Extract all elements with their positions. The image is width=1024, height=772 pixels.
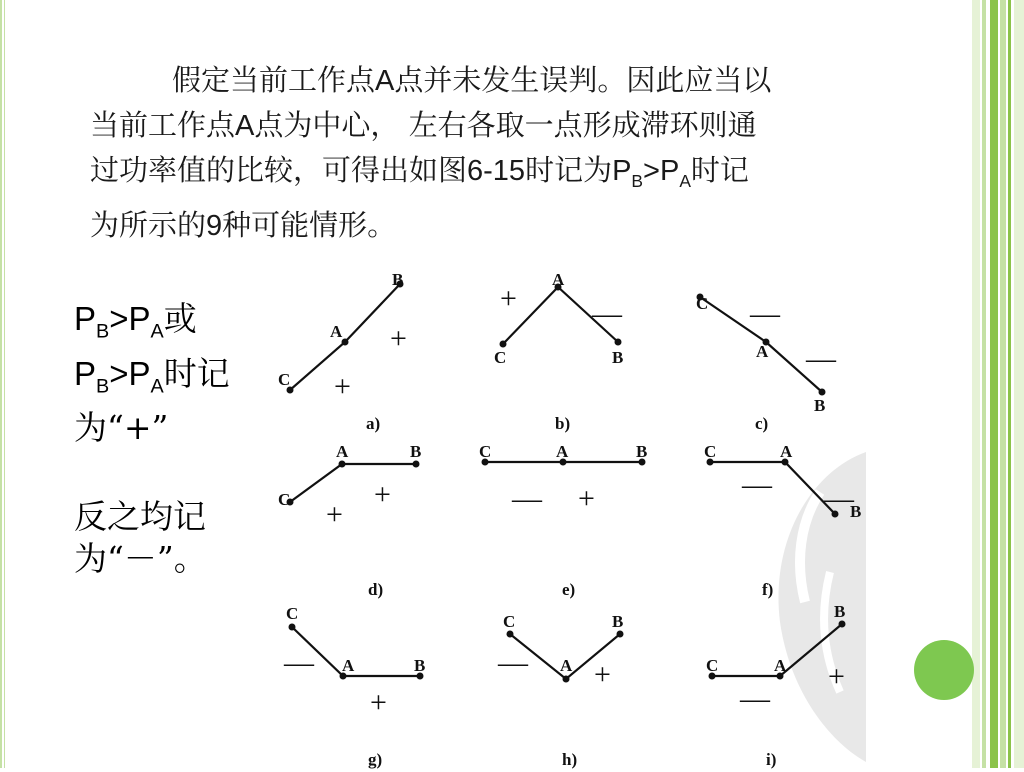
para-text: > [643,155,660,187]
note-text: P [128,354,151,392]
para-text: A [375,65,395,97]
para-text: 点并未发生误判。因此应当以 [394,63,772,97]
node-label: B [636,442,648,461]
para-text: 过功率值的比较，可得出如图 [90,153,468,187]
note-subscript: B [96,320,110,343]
operating-point-dot [342,339,349,346]
node-label: C [696,294,709,313]
left-border-line-inner [4,0,5,768]
figure-panel [670,442,860,612]
panel-caption: f) [762,580,774,599]
panel-diagram [470,602,660,772]
sign-label: — [806,342,836,375]
node-label: A [336,442,349,461]
node-label: B [612,612,624,631]
panel-diagram [270,262,460,432]
right-decorative-stripes [972,0,1024,768]
sign-label: + [390,322,407,355]
panel-caption: b) [555,414,571,433]
panel-caption: g) [368,750,383,769]
sign-label: + [594,658,611,691]
node-label: A [774,656,787,675]
sign-label: + [326,498,343,531]
curve-segment [290,464,416,502]
sign-label: — [498,646,528,679]
figure-panel [270,442,460,612]
note-text: > [109,300,129,337]
node-label: C [704,442,717,461]
sign-label: + [374,478,391,511]
para-text: 为所示的 [90,207,207,242]
note-subscript: B [96,375,110,398]
node-label: A [756,342,769,361]
panel-caption: i) [766,750,777,769]
note-minus [74,496,274,580]
note-text: P [74,354,97,392]
node-label: C [503,612,516,631]
operating-point-dot [563,676,570,683]
para-text: A [235,110,255,142]
note-text: 反之均记 [74,497,206,536]
para-text: 9 [206,209,223,242]
node-label: C [278,490,291,509]
node-label: A [552,270,565,289]
sign-label: — [742,468,772,501]
node-label: C [278,370,291,389]
para-text: 当前工作点 [90,108,236,142]
panel-caption: e) [562,580,576,599]
operating-point-dot [500,341,507,348]
para-text: 种可能情形。 [222,207,397,242]
para-subscript: A [679,170,691,191]
node-label: B [834,602,846,621]
note-text: 时记 [163,353,230,393]
node-label: A [330,322,343,341]
figure-panel [470,602,660,772]
panel-caption: h) [562,750,578,769]
para-text: 时记 [690,153,749,187]
figure-panel [270,262,460,432]
node-label: C [286,604,299,623]
node-label: A [556,442,569,461]
panel-diagram [270,442,460,612]
note-plus [74,298,274,449]
hysteresis-figure [270,262,866,768]
panel-diagram [270,602,460,772]
note-text: 为“+” [74,408,169,448]
note-subscript: A [150,320,164,343]
panel-caption: a) [366,414,381,433]
node-label: B [392,270,404,289]
para-text: P [612,155,632,187]
note-text: P [74,300,97,337]
node-label: B [410,442,422,461]
sign-label: — [284,646,314,679]
sign-label: — [750,297,780,330]
sign-label: + [334,370,351,403]
panel-caption: c) [755,414,769,433]
para-text: 时记为 [525,153,613,187]
body-paragraph [90,58,880,248]
node-label: A [780,442,793,461]
node-label: C [706,656,719,675]
para-subscript: B [631,170,644,191]
sign-label: + [500,282,517,315]
para-text: P [659,155,680,187]
figure-panel [670,602,860,772]
node-label: B [612,348,624,367]
node-label: A [560,656,573,675]
figure-panel [670,262,860,432]
para-text: 6-15 [467,155,526,187]
node-label: B [814,396,826,415]
figure-panel [470,262,660,432]
node-label: B [850,502,862,521]
green-circle-decoration [914,640,974,700]
para-text: 假定当前工作点 [172,63,376,97]
note-text: 为“－”。 [74,539,207,578]
sign-label: + [828,660,845,693]
figure-panel [270,602,460,772]
para-text: 点为中心， 左右各取一点形成滞环则通 [254,108,757,142]
node-label: C [494,348,507,367]
figure-panel [470,442,660,612]
note-text: > [109,354,129,392]
sign-label: + [370,686,387,719]
node-label: A [342,656,355,675]
sign-label: — [740,682,770,715]
operating-point-dot [819,389,826,396]
curve-segment [710,462,835,514]
sign-label: — [824,482,854,515]
operating-point-dot [289,624,296,631]
sign-label: — [512,482,542,515]
node-label: C [479,442,492,461]
sign-label: + [578,482,595,515]
note-text: 或 [163,299,197,338]
operating-point-dot [615,339,622,346]
panel-caption: d) [368,580,384,599]
node-label: B [414,656,426,675]
left-border-line [0,0,2,768]
note-subscript: A [150,375,164,398]
sign-label: — [592,297,622,330]
note-text: P [128,300,151,337]
panel-diagram [470,262,660,432]
